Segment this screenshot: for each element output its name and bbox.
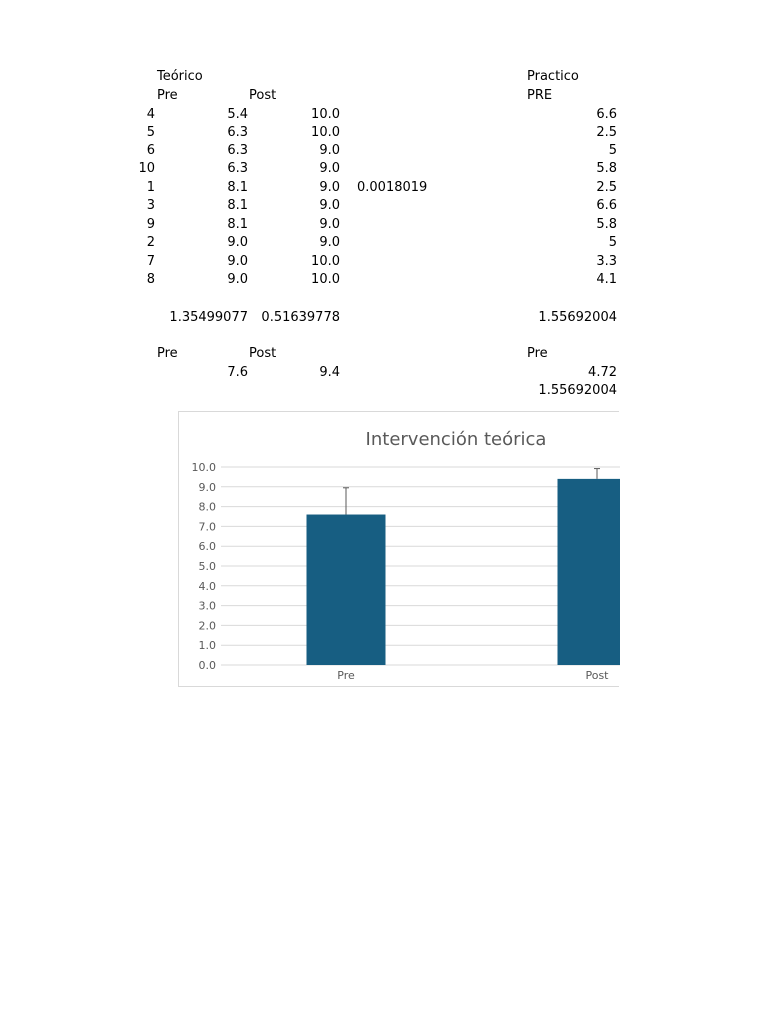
teorico-row-post: 10.0 bbox=[311, 272, 340, 287]
teorico-summary-pre-label: Pre bbox=[157, 346, 178, 361]
teorico-row-post: 9.0 bbox=[319, 180, 340, 195]
bar-chart-svg bbox=[179, 412, 620, 688]
teorico-row-post: 10.0 bbox=[311, 254, 340, 269]
teorico-mean-pre: 7.6 bbox=[227, 365, 248, 380]
bar-chart bbox=[178, 411, 619, 687]
practico-value: 5 bbox=[608, 235, 617, 250]
teorico-row-pre: 8.1 bbox=[227, 180, 248, 195]
teorico-row-pre: 9.0 bbox=[227, 254, 248, 269]
teorico-row-post: 9.0 bbox=[319, 217, 340, 232]
teorico-row-id: 1 bbox=[146, 180, 155, 195]
chart-y-tick-label: 9.0 bbox=[198, 480, 216, 494]
teorico-row-post: 9.0 bbox=[319, 235, 340, 250]
chart-y-tick-label: 10.0 bbox=[191, 461, 216, 474]
chart-y-tick-label: 3.0 bbox=[198, 599, 216, 613]
teorico-row-pre: 5.4 bbox=[227, 107, 248, 122]
practico-sd-pre-repeat: 1.55692004 bbox=[538, 383, 617, 398]
chart-y-tick-label: 4.0 bbox=[198, 579, 216, 593]
teorico-header-post: Post bbox=[249, 88, 277, 103]
practico-value: 5.8 bbox=[596, 217, 617, 232]
practico-title: Practico bbox=[527, 69, 579, 84]
teorico-sd-post: 0.51639778 bbox=[261, 310, 340, 325]
practico-summary-pre-label: Pre bbox=[527, 346, 548, 361]
teorico-row-post: 10.0 bbox=[311, 125, 340, 140]
teorico-mean-post: 9.4 bbox=[319, 365, 340, 380]
teorico-row-id: 6 bbox=[146, 143, 155, 158]
practico-value: 5 bbox=[608, 143, 617, 158]
chart-y-tick-label: 7.0 bbox=[198, 520, 216, 534]
teorico-row-id: 5 bbox=[146, 125, 155, 140]
teorico-header-pre: Pre bbox=[157, 88, 178, 103]
practico-value: 2.5 bbox=[596, 125, 617, 140]
chart-title: Intervención teórica bbox=[365, 429, 547, 450]
teorico-row-id: 3 bbox=[146, 198, 155, 213]
practico-value: 5.8 bbox=[596, 161, 617, 176]
teorico-row-pre: 8.1 bbox=[227, 217, 248, 232]
chart-x-tick-label: Pre bbox=[337, 669, 355, 682]
chart-y-tick-label: 0.0 bbox=[198, 659, 216, 672]
practico-mean-pre: 4.72 bbox=[588, 365, 617, 380]
teorico-row-pre: 6.3 bbox=[227, 125, 248, 140]
teorico-row-pre: 6.3 bbox=[227, 161, 248, 176]
teorico-row-id: 9 bbox=[146, 217, 155, 232]
practico-sd-pre: 1.55692004 bbox=[538, 310, 617, 325]
practico-value: 6.6 bbox=[596, 107, 617, 122]
teorico-row-id: 8 bbox=[146, 272, 155, 287]
chart-y-axis bbox=[192, 461, 217, 672]
practico-value: 3.3 bbox=[596, 254, 617, 269]
practico-value: 4.1 bbox=[596, 272, 617, 287]
teorico-summary-post-label: Post bbox=[249, 346, 277, 361]
teorico-row-post: 9.0 bbox=[319, 198, 340, 213]
chart-y-tick-label: 8.0 bbox=[198, 500, 216, 514]
teorico-row-post: 10.0 bbox=[311, 107, 340, 122]
teorico-sd-pre: 1.35499077 bbox=[169, 310, 248, 325]
teorico-title: Teórico bbox=[157, 69, 203, 84]
practico-header-pre: PRE bbox=[527, 88, 553, 103]
teorico-row-pre: 8.1 bbox=[227, 198, 248, 213]
chart-bar-post bbox=[558, 479, 621, 665]
teorico-row-post: 9.0 bbox=[319, 143, 340, 158]
chart-x-axis bbox=[337, 669, 609, 682]
teorico-row-id: 4 bbox=[146, 107, 155, 122]
practico-value: 2.5 bbox=[596, 180, 617, 195]
chart-y-tick-label: 1.0 bbox=[198, 639, 216, 653]
chart-x-tick-label: Post bbox=[585, 669, 609, 682]
chart-y-tick-label: 2.0 bbox=[198, 619, 216, 633]
teorico-row-id: 7 bbox=[146, 254, 155, 269]
chart-y-tick-label: 6.0 bbox=[198, 540, 216, 554]
teorico-pvalue: 0.0018019 bbox=[357, 180, 428, 195]
teorico-row-pre: 9.0 bbox=[227, 235, 248, 250]
teorico-row-pre: 9.0 bbox=[227, 272, 248, 287]
chart-y-tick-label: 5.0 bbox=[198, 560, 216, 573]
teorico-row-pre: 6.3 bbox=[227, 143, 248, 158]
practico-value: 6.6 bbox=[596, 198, 617, 213]
teorico-row-id: 10 bbox=[138, 161, 155, 176]
teorico-row-id: 2 bbox=[146, 235, 155, 250]
teorico-row-post: 9.0 bbox=[319, 161, 340, 176]
chart-bar-pre bbox=[307, 515, 386, 665]
